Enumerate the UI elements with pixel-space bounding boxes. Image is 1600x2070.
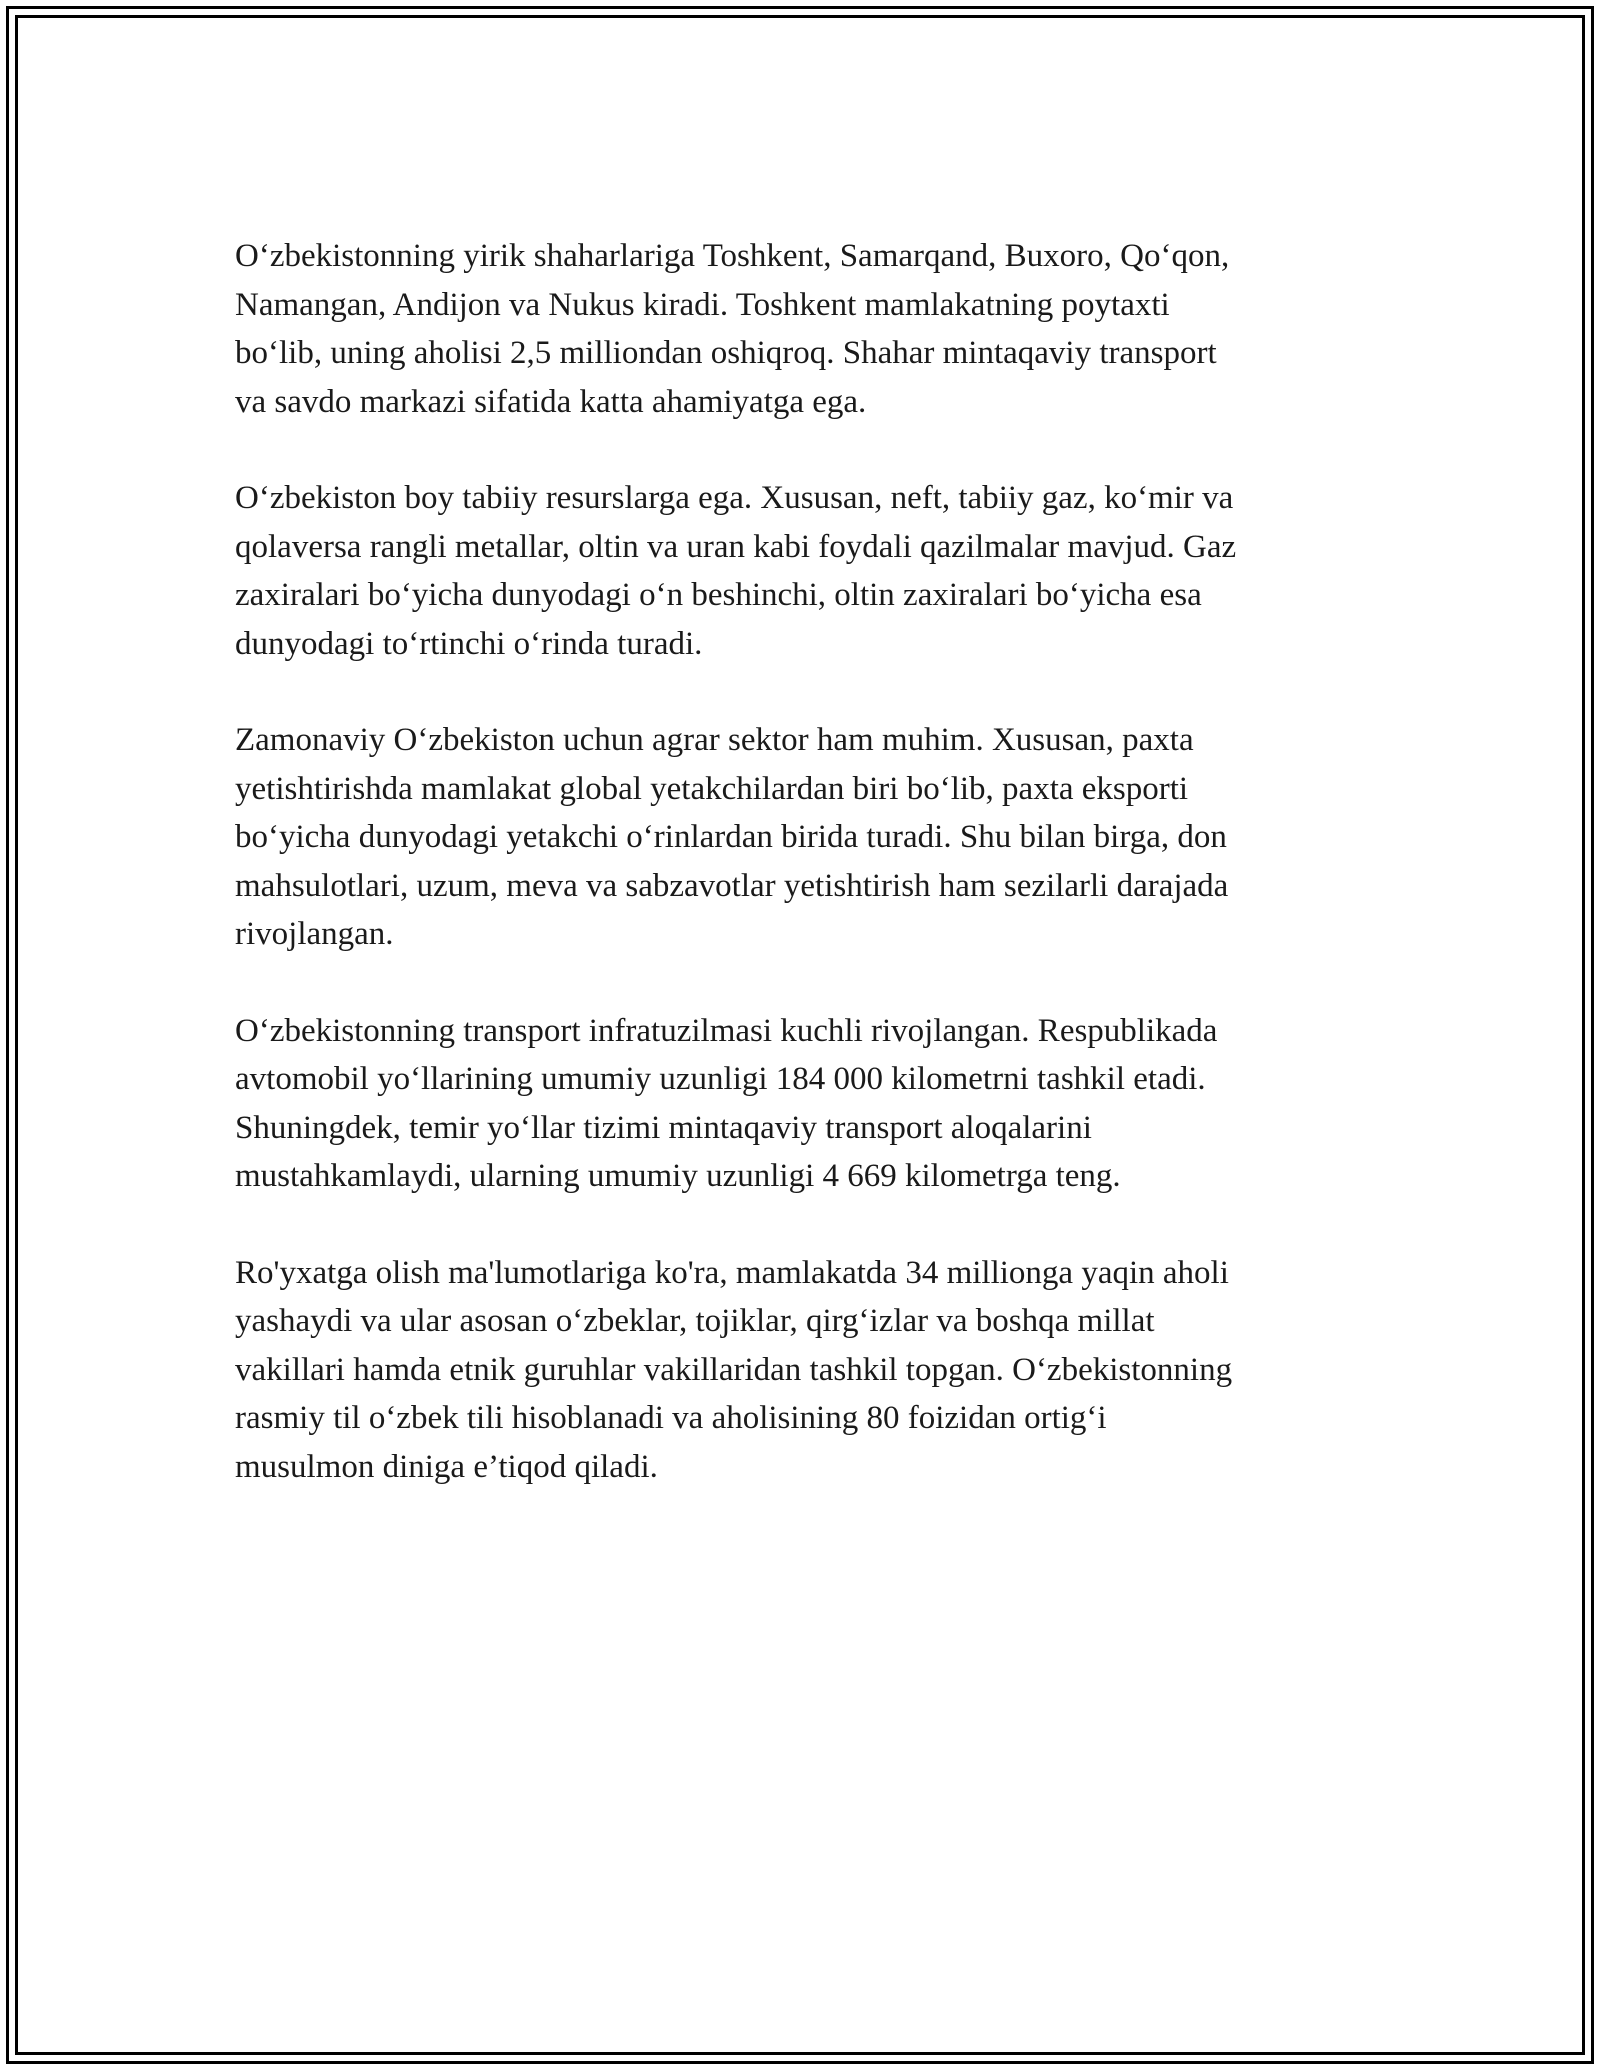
text-line: Namangan, Andijon va Nukus kiradi. Toshkent mamlakatning poytaxti: [235, 286, 1170, 323]
text-line: yetishtirishda mamlakat global yetakchilardan biri bo‘lib, paxta eksporti: [235, 770, 1189, 807]
text-line: Ro'yxatga olish ma'lumotlariga ko'ra, mamlakatda 34 millionga yaqin aholi: [235, 1254, 1229, 1291]
text-line: dunyodagi to‘rtinchi o‘rinda turadi.: [235, 625, 703, 662]
text-line: qolaversa rangli metallar, oltin va uran kabi foydali qazilmalar mavjud. Gaz: [235, 528, 1237, 565]
paragraph-resources: [235, 474, 1365, 668]
text-line: rivojlangan.: [235, 916, 394, 952]
text-line: avtomobil yo‘llarining umumiy uzunligi 184 000 kilometrni tashkil etadi.: [235, 1061, 1206, 1097]
text-line: yashaydi va ular asosan o‘zbeklar, tojiklar, qirg‘izlar va boshqa millat: [235, 1303, 1155, 1339]
text-line: mustahkamlaydi, ularning umumiy uzunligi 4 669 kilometrga teng.: [235, 1158, 1121, 1194]
text-line: zaxiralari bo‘yicha dunyodagi o‘n beshinchi, oltin zaxiralari bo‘yicha esa: [235, 577, 1202, 613]
text-line: mahsulotlari, uzum, meva va sabzavotlar yetishtirish ham sezilarli darajada: [235, 867, 1229, 904]
text-line: Zamonaviy O‘zbekiston uchun agrar sektor ham muhim. Xususan, paxta: [235, 722, 1194, 758]
text-line: O‘zbekiston boy tabiiy resurslarga ega. Xususan, neft, tabiiy gaz, ko‘mir va: [235, 480, 1234, 516]
text-line: O‘zbekistonning transport infratuzilmasi kuchli rivojlangan. Respublikada: [235, 1012, 1218, 1049]
text-line: bo‘lib, uning aholisi 2,5 milliondan oshiqroq. Shahar mintaqaviy transport: [235, 335, 1217, 371]
document-body: [235, 232, 1365, 1539]
text-line: va savdo markazi sifatida katta ahamiyatga ega.: [235, 383, 867, 420]
text-line: Shuningdek, temir yo‘llar tizimi mintaqaviy transport aloqalarini: [235, 1109, 1092, 1146]
text-line: bo‘yicha dunyodagi yetakchi o‘rinlardan birida turadi. Shu bilan birga, don: [235, 819, 1227, 855]
paragraph-transport: [235, 1007, 1365, 1201]
paragraph-cities: [235, 232, 1365, 426]
paragraph-agriculture: [235, 716, 1365, 959]
paragraph-population: [235, 1249, 1365, 1492]
text-line: rasmiy til o‘zbek tili hisoblanadi va aholisining 80 foizidan ortig‘i: [235, 1400, 1107, 1436]
text-line: O‘zbekistonning yirik shaharlariga Toshkent, Samarqand, Buxoro, Qo‘qon,: [235, 238, 1230, 274]
text-line: vakillari hamda etnik guruhlar vakillaridan tashkil topgan. O‘zbekistonning: [235, 1351, 1233, 1388]
text-line: musulmon diniga e’tiqod qiladi.: [235, 1448, 658, 1485]
